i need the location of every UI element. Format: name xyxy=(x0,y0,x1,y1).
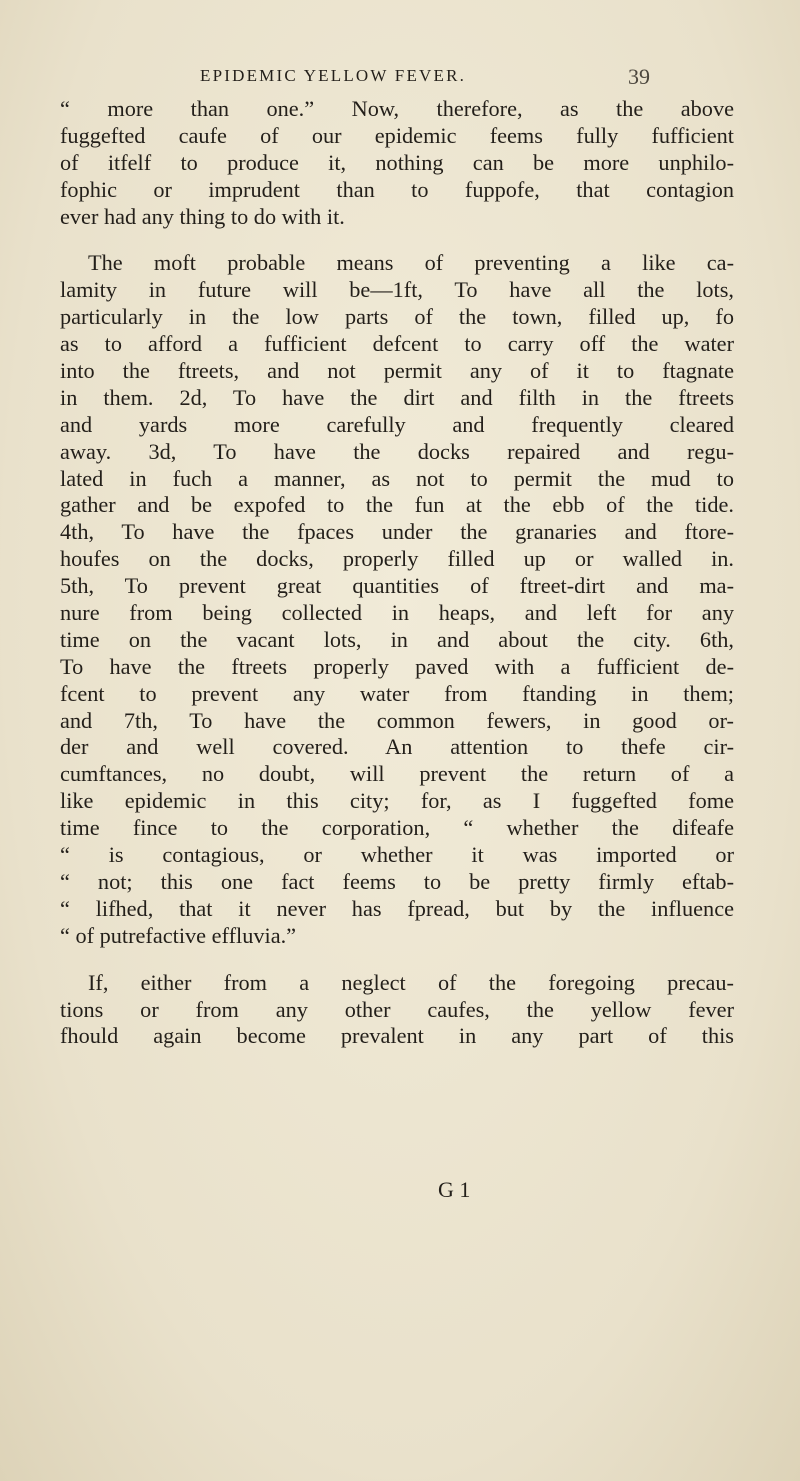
text-line: time on the vacant lots, in and about the city. 6th, xyxy=(60,626,734,652)
text-line: If, either from a neglect of the foregoing precau- xyxy=(88,969,734,995)
text-line: as to afford a fufficient defcent to carry off the water xyxy=(60,331,734,357)
text-line: and 7th, To have the common fewers, in good or- xyxy=(60,707,734,733)
text-line: der and well covered. An attention to thefe cir- xyxy=(60,734,734,760)
paragraph xyxy=(60,250,734,949)
page-number: 39 xyxy=(628,64,650,89)
text-line: lamity in future will be—1ft, To have all the lots, xyxy=(60,277,734,303)
text-line: “ more than one.” Now, therefore, as the above xyxy=(60,96,734,121)
text-line: like epidemic in this city; for, as I fuggefted fome xyxy=(60,788,734,814)
text-line: fcent to prevent any water from ftanding in them; xyxy=(60,680,734,706)
text-line: particularly in the low parts of the town, filled up, fo xyxy=(60,304,734,330)
text-line: fhould again become prevalent in any part of this xyxy=(60,1023,734,1049)
text-line: houfes on the docks, properly filled up or walled in. xyxy=(60,546,734,572)
text-line: 5th, To prevent great quantities of ftreet-dirt and ma- xyxy=(60,573,734,599)
text-line: time fince to the corporation, “ whether the difeafe xyxy=(60,815,734,841)
text-line: To have the ftreets properly paved with a fufficient de- xyxy=(60,653,734,679)
text-line: gather and be expofed to the fun at the ebb of the tide. xyxy=(60,492,734,518)
paragraph xyxy=(60,970,734,1051)
body-text xyxy=(60,96,734,1050)
running-title: EPIDEMIC YELLOW FEVER. xyxy=(200,66,467,85)
text-line: “ is contagious, or whether it was imported or xyxy=(60,842,734,868)
text-line: away. 3d, To have the docks repaired and regu- xyxy=(60,438,734,464)
text-line: “ not; this one fact feems to be pretty firmly eftab- xyxy=(60,868,734,894)
text-line: nure from being collected in heaps, and left for any xyxy=(60,600,734,626)
text-line: of itfelf to produce it, nothing can be more unphilo- xyxy=(60,149,734,175)
text-line: “ of putrefactive effluvia.” xyxy=(60,922,297,948)
text-line: in them. 2d, To have the dirt and filth in the ftreets xyxy=(60,384,734,410)
text-line: tions or from any other caufes, the yellow fever xyxy=(60,996,734,1022)
text-line: fuggefted caufe of our epidemic feems fully fufficient xyxy=(60,122,734,148)
text-line: and yards more carefully and frequently cleared xyxy=(60,411,734,437)
text-line: cumftances, no doubt, will prevent the return of a xyxy=(60,761,734,787)
paragraph xyxy=(60,96,734,230)
signature-mark: G 1 xyxy=(438,1177,471,1202)
text-line: “ lifhed, that it never has fpread, but by the influence xyxy=(60,895,734,921)
text-line: 4th, To have the fpaces under the granaries and ftore- xyxy=(60,519,734,545)
text-line: The moft probable means of preventing a like ca- xyxy=(88,250,734,276)
text-line: into the ftreets, and not permit any of it to ftagnate xyxy=(60,358,734,384)
text-line: ever had any thing to do with it. xyxy=(60,203,345,229)
text-line: lated in fuch a manner, as not to permit the mud to xyxy=(60,465,734,491)
text-line: fophic or imprudent than to fuppofe, that contagion xyxy=(60,176,734,202)
